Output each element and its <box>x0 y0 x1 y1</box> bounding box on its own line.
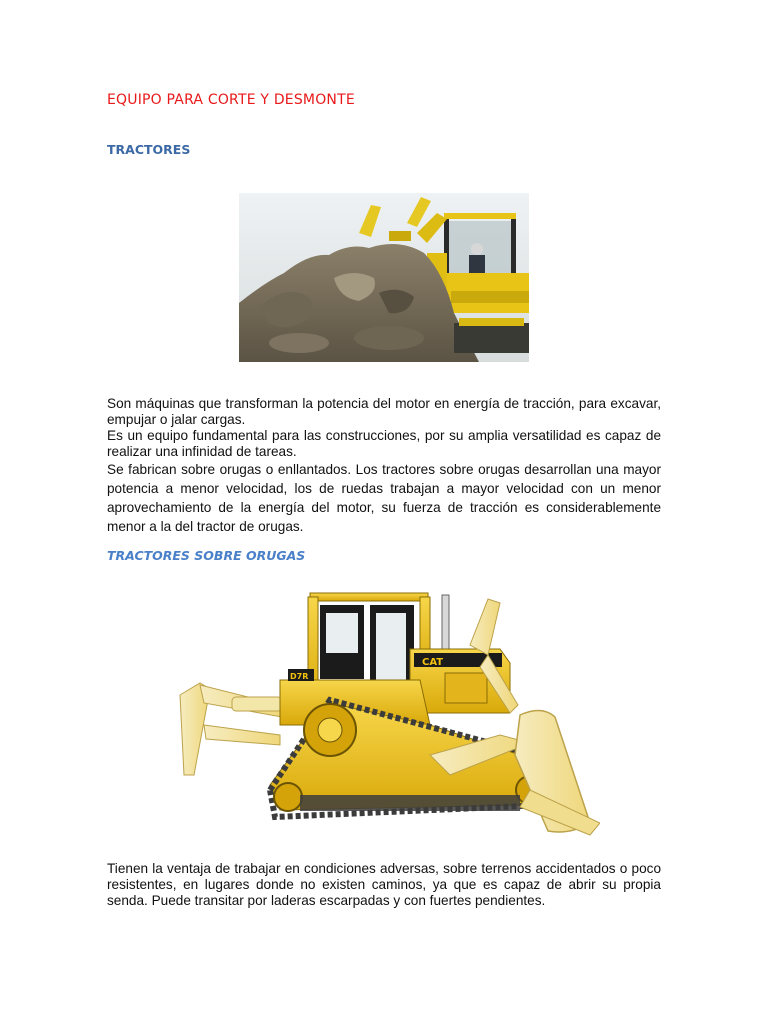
paragraph-versatility: Es un equipo fundamental para las construcciones, por su amplia versatilidad es capaz de realizar una infinidad de tareas. <box>107 428 661 459</box>
intro-text <box>107 396 661 536</box>
bulldozer-photo <box>239 193 529 362</box>
orugas-text <box>107 861 661 909</box>
brand-label: CAT <box>422 657 444 668</box>
document-title: EQUIPO PARA CORTE Y DESMONTE <box>107 92 355 108</box>
model-label: D7R <box>290 672 309 681</box>
subheading-tractores-orugas: TRACTORES SOBRE ORUGAS <box>107 548 306 563</box>
paragraph-types: Se fabrican sobre orugas o enllantados. Los tractores sobre orugas desarrollan una mayor potencia a menor velocidad, los de ruedas trabajan a mayor velocidad con un menor aprovechamiento de la energía del motor, su fuerza de tracción es considerablemente menor a la del tractor de orugas. <box>107 462 661 534</box>
paragraph-definition: Son máquinas que transforman la potencia del motor en energía de tracción, para excavar, empujar o jalar cargas. <box>107 396 661 427</box>
crawler-tractor-illustration <box>170 585 600 850</box>
section-heading-tractores: TRACTORES <box>107 142 191 157</box>
paragraph-orugas-advantages: Tienen la ventaja de trabajar en condiciones adversas, sobre terrenos accidentados o poco resistentes, en lugares donde no existen caminos, ya que es capaz de abrir su propia senda. Puede transitar por laderas escarpadas y con fuertes pendientes. <box>107 861 661 908</box>
